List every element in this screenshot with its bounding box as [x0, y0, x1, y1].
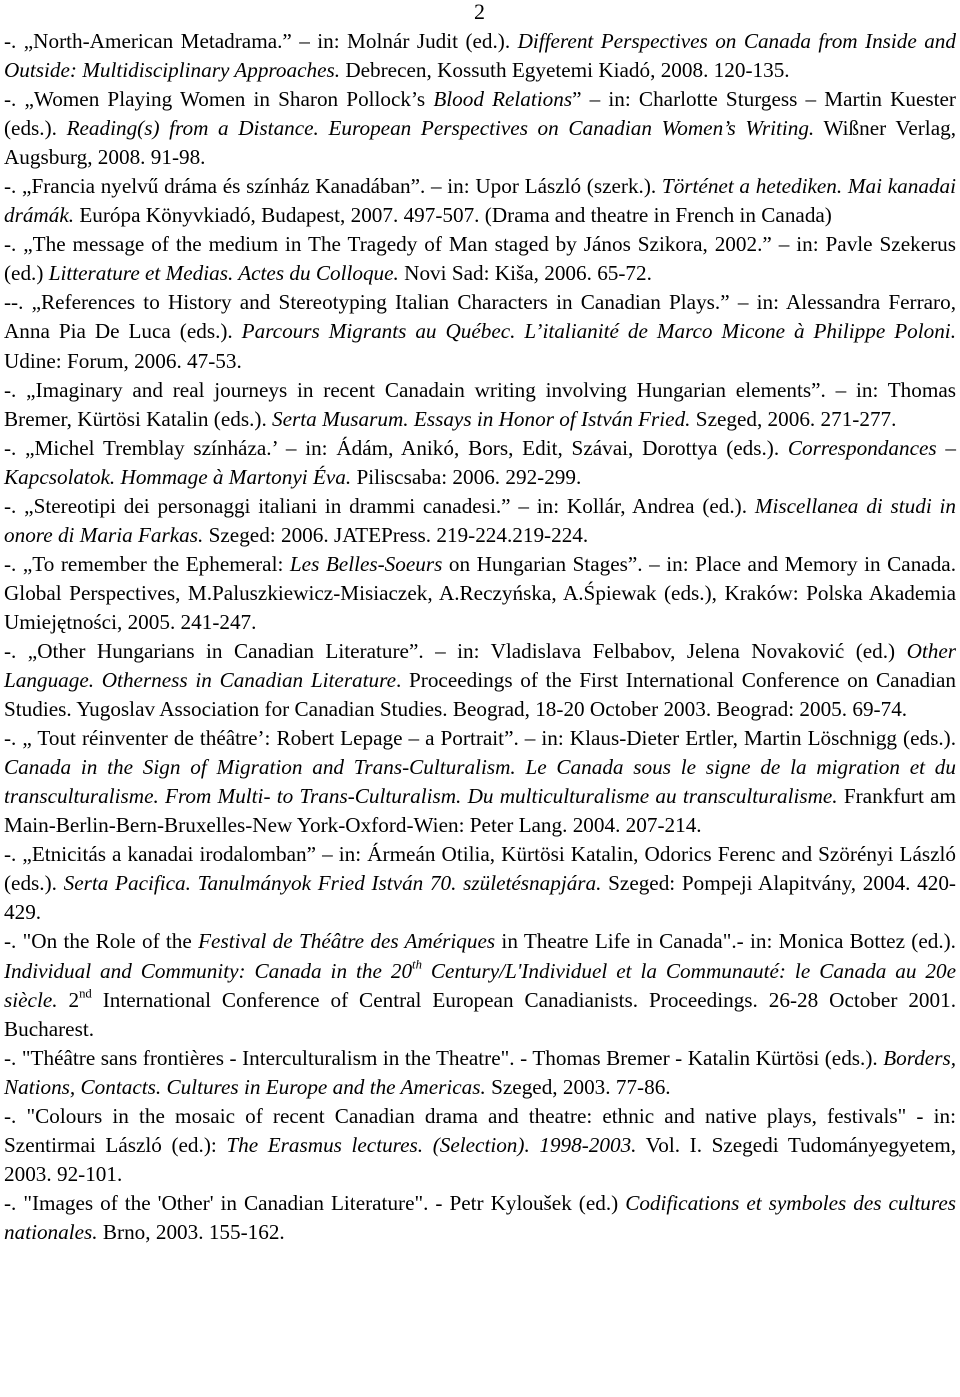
entry-text: Szeged: 2006. JATEPress. 219-224.219-224. [203, 522, 589, 547]
bibliography-entry [4, 172, 956, 230]
entry-text: Szeged: Pompeji Alapitvány, 2004. 420-429. [4, 871, 956, 925]
entry-title-italic: Blood Relations [433, 87, 573, 112]
entry-text: -. „Stereotipi dei personaggi italiani in drammi canadesi.” – in: Kollár, Andrea (ed.). [4, 493, 755, 518]
entry-text: -. "Théâtre sans frontières - Interculturalism in the Theatre". - Thomas Bremer - Katalin Kürtösi (eds.). [4, 1045, 884, 1070]
entry-title-italic: Parcours Migrants au Québec. L’italianité de Marco Micone à Philippe Poloni. [241, 319, 956, 344]
entry-text: -. „Imaginary and real journeys in recent Canadain writing involving Hungarian elements”. – in: Thomas Bremer, Kürtösi Katalin (eds.). [4, 377, 956, 431]
entry-text: -. "Colours in the mosaic of recent Canadian drama and theatre: ethnic and native plays, festivals" - in: Szentirmai László (ed.): [4, 1103, 956, 1157]
entry-title-italic: Other Language. Otherness in Canadian Literature [4, 638, 956, 693]
entry-text: Brno, 2003. 155-162. [97, 1219, 285, 1244]
entry-text: -. „Other Hungarians in Canadian Literature”. – in: Vladislava Felbabov, Jelena Novaković (ed.) [4, 638, 907, 663]
bibliography-entry [4, 724, 956, 840]
entry-text: -. „Michel Tremblay színháza.’ – in: Ádám, Anikó, Bors, Edit, Szávai, Dorottya (eds.). [4, 435, 788, 460]
entry-text: -. „To remember the Ephemeral: [4, 551, 290, 576]
bibliography-entry [4, 1102, 956, 1189]
bibliography-entry [4, 434, 956, 492]
bibliography-entry [4, 492, 956, 550]
entry-title-italic: Serta Pacifica. Tanulmányok Fried István 70. születésnapjára. [63, 871, 602, 896]
entry-title-italic: The Erasmus lectures. (Selection). 1998-2003. [226, 1132, 637, 1157]
entry-title-italic: Les Belles-Soeurs [289, 551, 443, 576]
bibliography-entry [4, 27, 956, 85]
entry-title-italic: Litterature et Medias. Actes du Colloque. [48, 261, 399, 286]
entry-text: Novi Sad: Kiša, 2006. 65-72. [398, 261, 652, 286]
entry-title-italic: Codifications et symboles des cultures nationales. [4, 1190, 956, 1244]
entry-title-italic: Reading(s) from a Distance. European Perspectives on Canadian Women’s Writing. [66, 116, 815, 141]
bibliography-entry [4, 927, 956, 1043]
entry-text: Udine: Forum, 2006. 47-53. [4, 348, 242, 373]
entry-title-italic: Történet a hetediken. Mai kanadai drámák. [4, 174, 956, 228]
entry-superscript [412, 957, 422, 971]
entry-text: on Hungarian Stages”. – in: Place and Memory in Canada. Global Perspectives, M.Paluszkiewicz-Misiaczek, A.Reczyńska, A.Śpiewak (eds.), Kraków: Polska Akademia Umiejętności, 2005. 241-247. [4, 551, 957, 634]
bibliography-entry [4, 1044, 956, 1102]
entry-text: -. „ Tout réinventer de théâtre’: Robert Lepage – a Portrait”. – in: Klaus-Dieter Ertler, Martin Löschnigg (eds.). [4, 726, 956, 751]
bibliography-entry [4, 230, 956, 288]
bibliography-entry [4, 376, 956, 434]
bibliography-entry [4, 1189, 956, 1247]
bibliography-list [4, 27, 956, 1247]
entry-text: -. „North-American Metadrama.” – in: Molnár Judit (ed.). [4, 29, 518, 53]
entry-text: -. „The message of the medium in The Tragedy of Man staged by János Szikora, 2002.” – in: Pavle Szekerus (ed.) [4, 232, 956, 286]
entry-text: -. „Etnicitás a kanadai irodalomban” – in: Ármeán Otilia, Kürtösi Katalin, Odorics Ferenc and Szörényi László (eds.). [4, 842, 956, 896]
entry-title-italic: Century/L'Individuel et la Communauté: le Canada au 20e siècle. [4, 958, 956, 1012]
entry-text: Európa Könyvkiadó, Budapest, 2007. 497-507. (Drama and theatre in French in Canada) [74, 203, 832, 228]
entry-text: ” – in: Charlotte Sturgess – Martin Kuester (eds.). [4, 87, 956, 141]
entry-text: -. "On the Role of the [4, 929, 199, 954]
entry-text: Szeged, 2006. 271-277. [690, 406, 897, 431]
entry-text: 2 [57, 987, 80, 1012]
entry-title-italic: Miscellanea di studi in onore di Maria Farkas. [4, 493, 956, 547]
bibliography-entry [4, 637, 956, 724]
entry-text: International Conference of Central European Canadianists. Proceedings. 26-28 October 2001. Bucharest. [4, 987, 956, 1041]
bibliography-entry [4, 288, 956, 375]
bibliography-entry [4, 550, 956, 637]
entry-title-italic: Canada in the Sign of Migration and Trans-Culturalism. Le Canada sous le signe de la migration et du transculturalisme. From Multi- to Trans-Culturalism. Du multiculturalisme au transculturalisme. [4, 755, 956, 809]
entry-text: --. „References to History and Stereotyping Italian Characters in Canadian Plays.” – in: Alessandra Ferraro, Anna Pia De Luca (eds.). [4, 290, 956, 344]
entry-superscript: nd [79, 986, 92, 1001]
entry-title-italic: Different Perspectives on Canada from Inside and Outside: Multidisciplinary Approaches. [4, 29, 956, 83]
entry-text: Vol. I. Szegedi Tudományegyetem, 2003. 92-101. [4, 1132, 956, 1186]
entry-text: Szeged, 2003. 77-86. [485, 1074, 671, 1099]
entry-text: -. „Women Playing Women in Sharon Pollock’s [4, 87, 434, 112]
entry-text: . Proceedings of the First International Conference on Canadian Studies. Yugoslav Association for Canadian Studies. Beograd, 18-20 October 2003. Beograd: 2005. 69-74. [4, 668, 956, 722]
entry-text: Frankfurt am Main-Berlin-Bern-Bruxelles-New York-Oxford-Wien: Peter Lang. 2004. 207-214. [4, 784, 956, 838]
bibliography-entry [4, 840, 956, 927]
entry-text: -. "Images of the 'Other' in Canadian Literature". - Petr Kyloušek (ed.) [4, 1190, 626, 1215]
entry-text: -. „Francia nyelvű dráma és színház Kanadában”. – in: Upor László (szerk.). [4, 174, 662, 199]
entry-title-italic: Serta Musarum. Essays in Honor of István Fried. [272, 406, 691, 431]
entry-text: Piliscsaba: 2006. 292-299. [351, 464, 582, 489]
entry-superscript-italic: th [412, 956, 422, 971]
entry-title-italic: Individual and Community: Canada in the 20 [4, 958, 413, 983]
entry-title-italic: Festival de Théâtre des Amériques [198, 929, 496, 954]
page-number: 2 [474, 0, 485, 24]
entry-title-italic: Correspondances – Kapcsolatok. Hommage à Martonyi Éva. [4, 435, 956, 489]
entry-text: in Theatre Life in Canada".- in: Monica Bottez (ed.). [495, 929, 956, 954]
entry-text: Debrecen, Kossuth Egyetemi Kiadó, 2008. 120-135. [340, 58, 790, 83]
entry-title-italic: Borders, Nations, Contacts. Cultures in Europe and the Americas. [4, 1045, 956, 1099]
entry-text: Wißner Verlag, Augsburg, 2008. 91-98. [4, 116, 956, 170]
bibliography-entry [4, 85, 956, 172]
